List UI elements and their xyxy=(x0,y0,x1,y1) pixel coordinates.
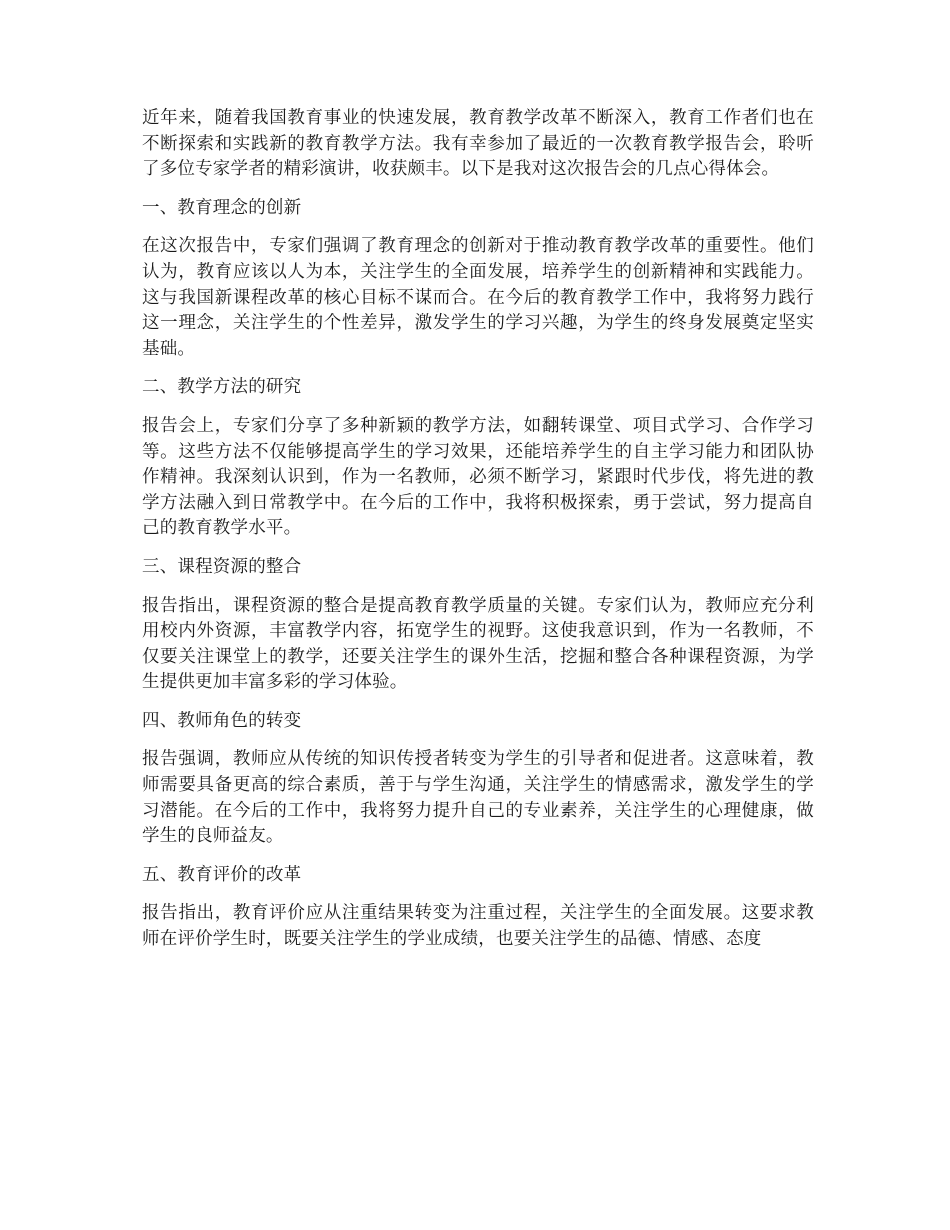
section-heading-4: 四、教师角色的转变 xyxy=(142,710,302,731)
section-heading-3: 三、课程资源的整合 xyxy=(142,556,302,577)
section-paragraph-4: 报告强调，教师应从传统的知识传授者转变为学生的引导者和促进者。这意味着，教师需要具备更高的综合素质，善于与学生沟通，关注学生的情感需求，激发学生的学习潜能。在今后的工作中，我将努力提升自己的专业素养，关注学生的心理健康，做学生的良师益友。 xyxy=(142,749,814,847)
section-paragraph-2: 报告会上，专家们分享了多种新颖的教学方法，如翻转课堂、项目式学习、合作学习等。这些方法不仅能够提高学生的学习效果，还能培养学生的自主学习能力和团队协作精神。我深刻认识到，作为一名教师，必须不断学习，紧跟时代步伐，将先进的教学方法融入到日常教学中。在今后的工作中，我将积极探索，勇于尝试，努力提高自己的教育教学水平。 xyxy=(142,415,814,539)
section-paragraph-3: 报告指出，课程资源的整合是提高教育教学质量的关键。专家们认为，教师应充分利用校内外资源，丰富教学内容，拓宽学生的视野。这使我意识到，作为一名教师，不仅要关注课堂上的教学，还要关注学生的课外生活，挖掘和整合各种课程资源，为学生提供更加丰富多彩的学习体验。 xyxy=(142,595,814,693)
intro-paragraph: 近年来，随着我国教育事业的快速发展，教育教学改革不断深入，教育工作者们也在不断探索和实践新的教育教学方法。我有幸参加了最近的一次教育教学报告会，聆听了多位专家学者的精彩演讲，收获颇丰。以下是我对这次报告会的几点心得体会。 xyxy=(142,108,814,180)
section-paragraph-1: 在这次报告中，专家们强调了教育理念的创新对于推动教育教学改革的重要性。他们认为，教育应该以人为本，关注学生的全面发展，培养学生的创新精神和实践能力。这与我国新课程改革的核心目标不谋而合。在今后的教育教学工作中，我将努力践行这一理念，关注学生的个性差异，激发学生的学习兴趣，为学生的终身发展奠定坚实基础。 xyxy=(142,236,814,359)
section-heading-2: 二、教学方法的研究 xyxy=(142,377,302,398)
document-body xyxy=(142,106,814,966)
section-heading-1: 一、教育理念的创新 xyxy=(142,197,302,218)
section-heading-5: 五、教育评价的改革 xyxy=(142,864,302,885)
section-paragraph-5: 报告指出，教育评价应从注重结果转变为注重过程，关注学生的全面发展。这要求教师在评价学生时，既要关注学生的学业成绩，也要关注学生的品德、情感、态度 xyxy=(142,903,814,950)
